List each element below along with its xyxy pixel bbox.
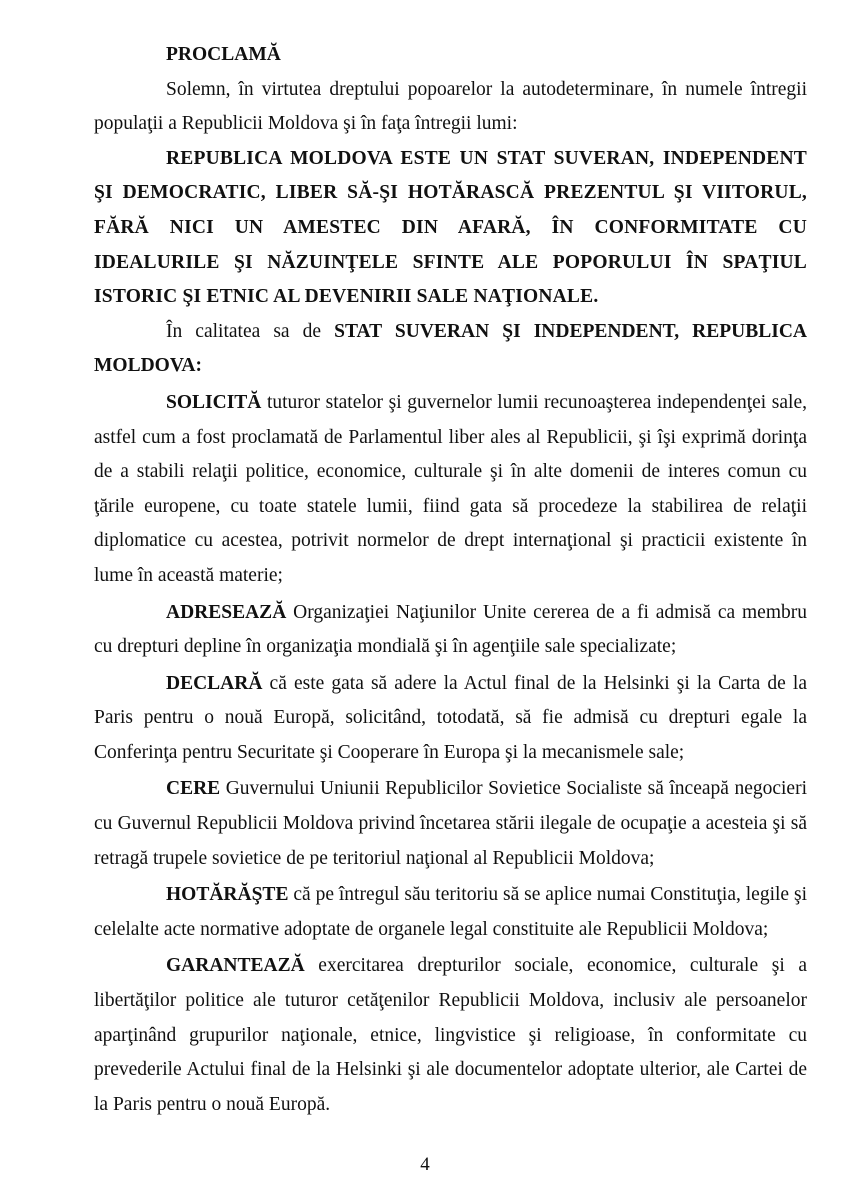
clause-text: exercitarea drepturilor sociale, economice, culturale şi a libertăţilor politice ale tuturor cetăţenilor Republicii Moldova, inclusiv ale persoanelor aparţinând grupurilor naţionale, etnice, lingvistice şi religioase, în conformitate cu prevederile Actului final de la Helsinki şi ale documentelor adoptate ulterior, ale Cartei de la Paris pentru o nouă Europă. [94,955,807,1115]
clause-keyword: DECLARĂ [166,672,263,694]
clause-keyword: HOTĂRĂŞTE [166,884,289,906]
page-number: 4 [420,1154,430,1175]
clause-declara [94,667,807,771]
clause-keyword: ADRESEAZĂ [166,601,287,623]
clause-text: Organizaţiei Naţiunilor Unite cererea de a fi admisă ca membru cu drepturi depline în organizaţia mondială şi în agenţiile sale specializate; [94,601,807,658]
proclamation-paragraph: REPUBLICA MOLDOVA ESTE UN STAT SUVERAN, INDEPENDENT ŞI DEMOCRATIC, LIBER SĂ-ŞI HOTĂRASCĂ PREZENTUL ŞI VIITORUL, FĂRĂ NICI UN AMESTEC DIN AFARĂ, ÎN CONFORMITATE CU IDEALURILE ŞI NĂZUINŢELE SFINTE ALE POPORULUI ÎN SPAŢIUL ISTORIC ŞI ETNIC AL DEVENIRII SALE NAŢIONALE. [94,147,807,308]
clause-cere [94,772,807,876]
document-body [94,38,807,1122]
clause-keyword: GARANTEAZĂ [166,955,305,977]
clause-garanteaza [94,949,807,1122]
clause-text: că pe întregul său teritoriu să se aplice numai Constituţia, legile şi celelalte acte normative adoptate de organele legal constituite ale Republicii Moldova; [94,884,807,940]
title-text: PROCLAMĂ [166,44,281,65]
clause-adreseaza [94,596,807,665]
status-paragraph [94,315,807,384]
clause-hotaraste [94,878,807,947]
clause-keyword: SOLICITĂ [166,391,262,413]
document-title [94,38,807,73]
clause-solicita [94,386,807,594]
status-bold: STAT SUVERAN ŞI INDEPENDENT, REPUBLICA MOLDOVA: [94,320,808,377]
status-prefix: În calitatea sa de [166,320,335,342]
intro-paragraph: Solemn, în virtutea dreptului popoarelor la autodeterminare, în numele întregii populaţii a Republicii Moldova şi în faţa întregii lumi: [94,78,807,135]
clause-text: tuturor statelor şi guvernelor lumii recunoaşterea independenţei sale, astfel cum a fost proclamată de Parlamentul liber ales al Republicii, şi îşi exprimă dorinţa de a stabili relaţii politice, economice, culturale şi în alte domenii de interes comun cu ţările europene, cu toate statele lumii, fiind gata să procedeze la stabilirea de relaţii diplomatice cu acestea, potrivit normelor de drept internaţional şi practicii existente în lume în această materie; [94,391,807,586]
clause-keyword: CERE [166,778,221,800]
clause-text: Guvernului Uniunii Republicilor Sovietice Socialiste să înceapă negocieri cu Guvernul Republicii Moldova privind încetarea stării ilegale de ocupaţie a acesteia şi să retragă trupele sovietice de pe teritoriul naţional al Republicii Moldova; [94,778,807,869]
clause-text: că este gata să adere la Actul final de la Helsinki şi la Carta de la Paris pentru o nouă Europă, solicitând, totodată, să fie admisă cu drepturi egale la Conferinţa pentru Securitate şi Cooperare în Europa şi la mecanismele sale; [94,672,807,763]
